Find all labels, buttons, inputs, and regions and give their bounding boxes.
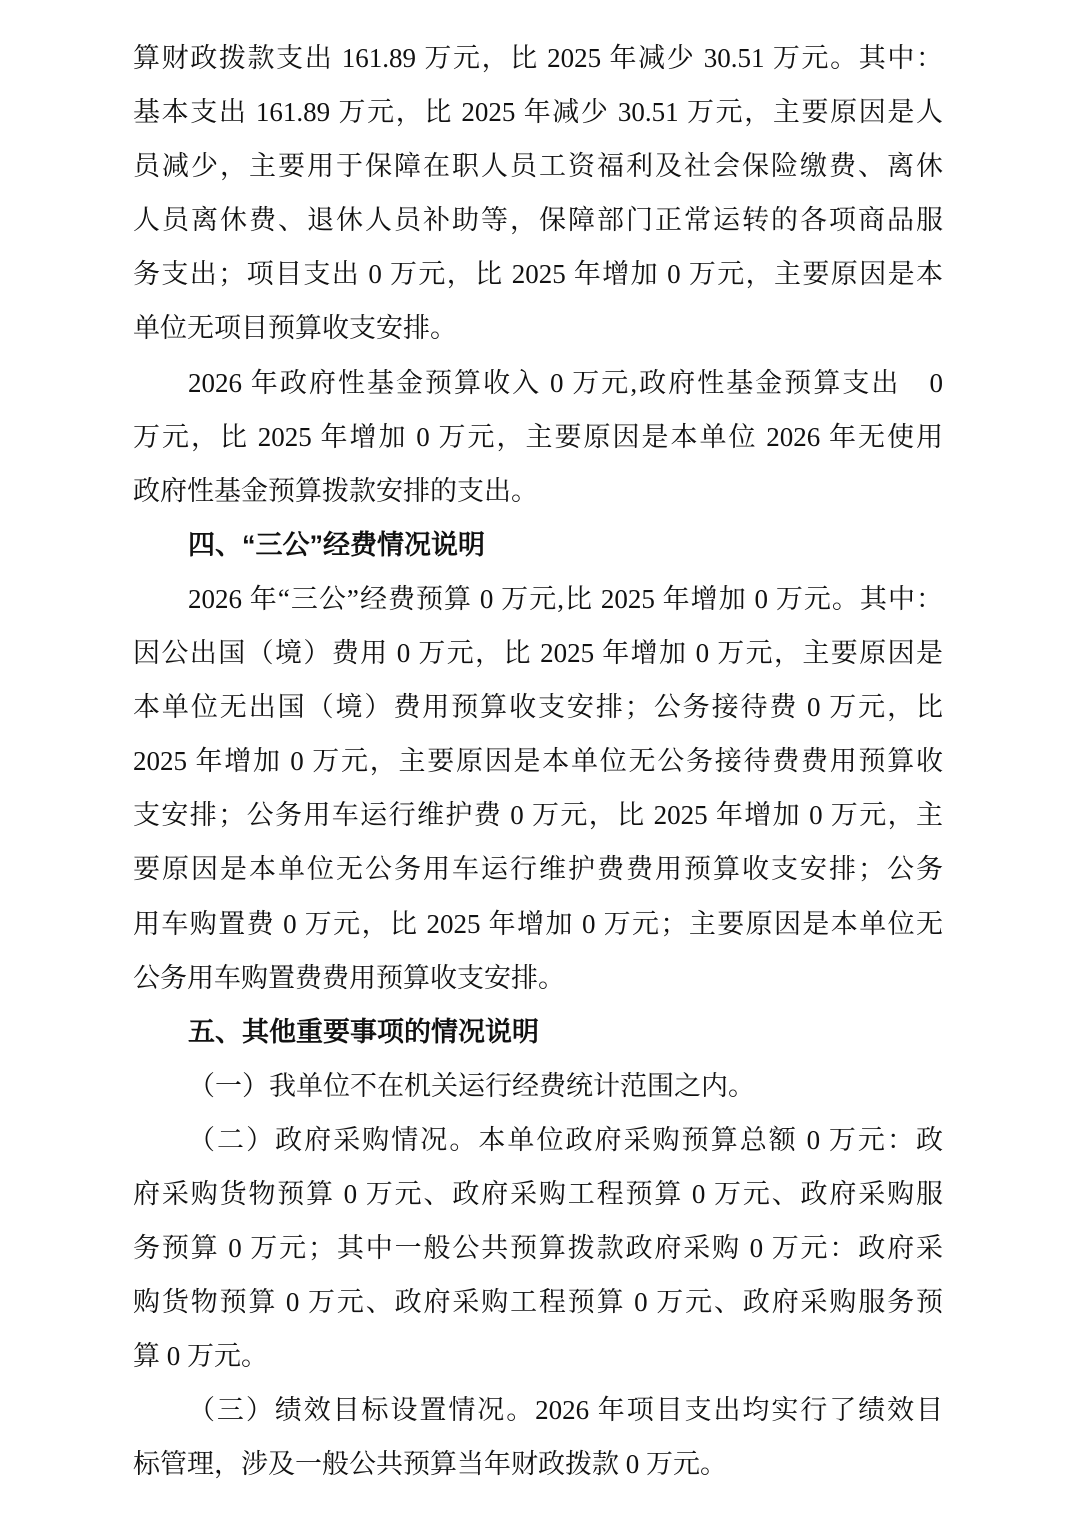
text-line: （三）绩效目标设置情况。2026 年项目支出均实行了绩效目 bbox=[188, 1395, 943, 1426]
text-line: 支安排；公务用车运行维护费 0 万元，比 2025 年增加 0 万元，主 bbox=[133, 800, 943, 831]
text-line: 公务用车购置费费用预算收支安排。 bbox=[133, 962, 565, 993]
text-line: 员减少，主要用于保障在职人员工资福利及社会保险缴费、离休 bbox=[133, 151, 943, 182]
text-line: 府采购货物预算 0 万元、政府采购工程预算 0 万元、政府采购服 bbox=[133, 1178, 943, 1209]
text-line: 政府性基金预算拨款安排的支出。 bbox=[133, 475, 538, 506]
text-line: 因公出国（境）费用 0 万元，比 2025 年增加 0 万元，主要原因是 bbox=[133, 638, 943, 669]
document-body bbox=[133, 31, 943, 1492]
text-line: 万元，比 2025 年增加 0 万元，主要原因是本单位 2026 年无使用 bbox=[133, 421, 943, 452]
text-line: （一）我单位不在机关运行经费统计范围之内。 bbox=[188, 1070, 755, 1101]
text-line: 算 0 万元。 bbox=[133, 1341, 268, 1372]
text-line: 单位无项目预算收支安排。 bbox=[133, 313, 457, 344]
text-line: 务支出；项目支出 0 万元，比 2025 年增加 0 万元，主要原因是本 bbox=[133, 259, 943, 290]
text-line: 本单位无出国（境）费用预算收支安排；公务接待费 0 万元，比 bbox=[133, 692, 943, 723]
text-line: 算财政拨款支出 161.89 万元，比 2025 年减少 30.51 万元。其中： bbox=[133, 43, 943, 73]
text-line: 务预算 0 万元；其中一般公共预算拨款政府采购 0 万元：政府采 bbox=[133, 1233, 943, 1264]
text-line: 要原因是本单位无公务用车运行维护费费用预算收支安排；公务 bbox=[133, 854, 943, 885]
text-line: 2026 年“三公”经费预算 0 万元,比 2025 年增加 0 万元。其中： bbox=[188, 583, 943, 614]
text-line: 标管理，涉及一般公共预算当年财政拨款 0 万元。 bbox=[133, 1449, 727, 1480]
text-line: 2025 年增加 0 万元，主要原因是本单位无公务接待费费用预算收 bbox=[133, 746, 943, 777]
text-line: 基本支出 161.89 万元，比 2025 年减少 30.51 万元，主要原因是人 bbox=[133, 97, 943, 128]
section-heading: 四、“三公”经费情况说明 bbox=[188, 529, 485, 560]
text-line: 人员离休费、退休人员补助等，保障部门正常运转的各项商品服 bbox=[133, 205, 943, 236]
text-line: 用车购置费 0 万元，比 2025 年增加 0 万元；主要原因是本单位无 bbox=[133, 908, 943, 939]
text-line: （二）政府采购情况。本单位政府采购预算总额 0 万元：政 bbox=[188, 1124, 943, 1155]
section-heading: 五、其他重要事项的情况说明 bbox=[188, 1016, 539, 1047]
text-line: 购货物预算 0 万元、政府采购工程预算 0 万元、政府采购服务预 bbox=[133, 1287, 943, 1318]
text-line: 2026 年政府性基金预算收入 0 万元,政府性基金预算支出 0 bbox=[188, 367, 943, 398]
